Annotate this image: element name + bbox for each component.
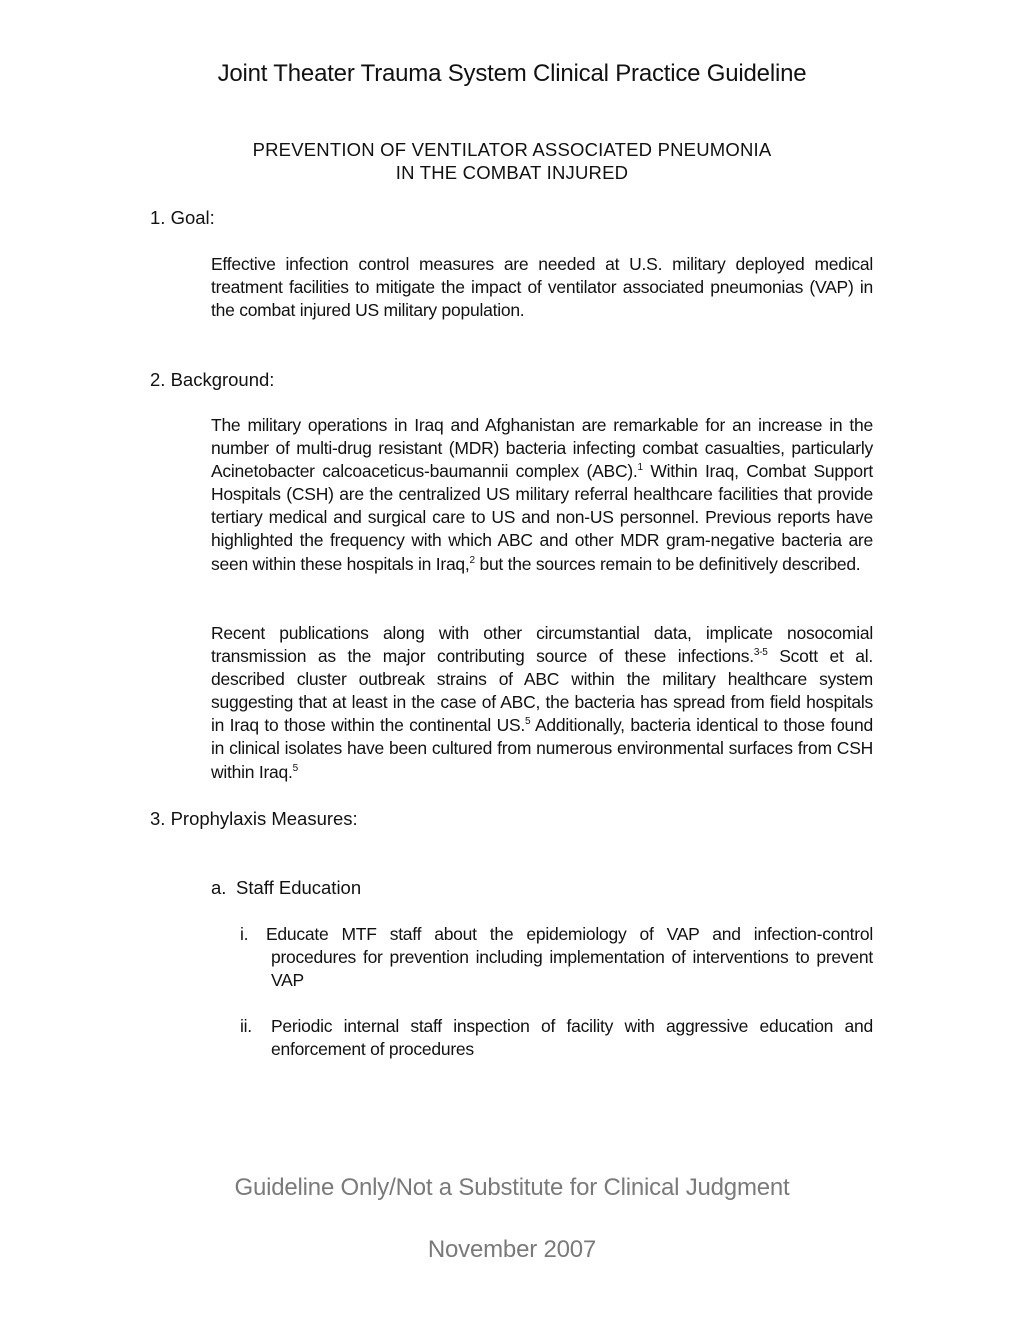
list-item [240,923,873,992]
title-line-2: IN THE COMBAT INJURED [395,162,629,183]
footer-disclaimer: Guideline Only/Not a Substitute for Clinical Judgment [234,1174,790,1201]
background-paragraph-1 [211,414,873,576]
document-header: Joint Theater Trauma System Clinical Practice Guideline [217,60,807,87]
reference-superscript: 5 [292,762,298,774]
subheading-marker: a. [211,877,227,898]
subheading-label: Staff Education [236,877,362,898]
list-item-number: ii. [240,1016,252,1036]
staff-education-subheading [211,877,361,899]
title-line-1: PREVENTION OF VENTILATOR ASSOCIATED PNEUMONIA [252,139,772,160]
text-run: Additionally, bacteria identical to those found in clinical isolates have been cultured from numerous environmental surfaces from CSH within Iraq. [211,715,873,782]
reference-superscript: 2 [469,554,475,566]
prophylaxis-heading: 3. Prophylaxis Measures: [150,808,358,829]
text-run: The military operations in Iraq and Afghanistan are remarkable for an increase in the number of multi-drug resistant (MDR) bacteria infecting combat casualties, particularly Acinetobacter calcoaceticus-baumannii complex (ABC). [211,415,873,482]
background-paragraph-2 [211,622,873,784]
text-run: but the sources remain to be definitively described. [474,553,861,574]
reference-superscript: 3-5 [753,647,768,659]
goal-paragraph: Effective infection control measures are needed at U.S. military deployed medical treatment facilities to mitigate the impact of ventilator associated pneumonias (VAP) in the combat injured US military population. [211,254,873,321]
text-run: Scott et al. described cluster outbreak strains of ABC within the military healthcare system suggesting that at least in the case of ABC, the bacteria has spread from field hospitals in Iraq to those within the continental US. [211,646,874,736]
document-title [0,138,1024,184]
list-item [240,1015,873,1061]
background-heading: 2. Background: [150,369,275,390]
list-item-text: Educate MTF staff about the epidemiology of VAP and infection-control procedures for prevention including implementation of interventions to prevent VAP [266,924,873,991]
footer-date: November 2007 [427,1236,597,1263]
list-item-text: Periodic internal staff inspection of facility with aggressive education and enforcement of procedures [271,1016,873,1060]
text-run: Recent publications along with other circumstantial data, implicate nosocomial transmission as the major contributing source of these infections. [211,623,873,667]
goal-heading: 1. Goal: [150,207,215,228]
list-item-number: i. [240,924,249,944]
reference-superscript: 1 [637,462,643,474]
text-run: Within Iraq, Combat Support Hospitals (CSH) are the centralized US military referral healthcare facilities that provide tertiary medical and surgical care to US and non-US personnel. Previous reports have highlighted the frequency with which ABC and other MDR gram-negative bacteria are seen within these hospitals in Iraq, [211,461,874,574]
reference-superscript: 5 [525,716,531,728]
